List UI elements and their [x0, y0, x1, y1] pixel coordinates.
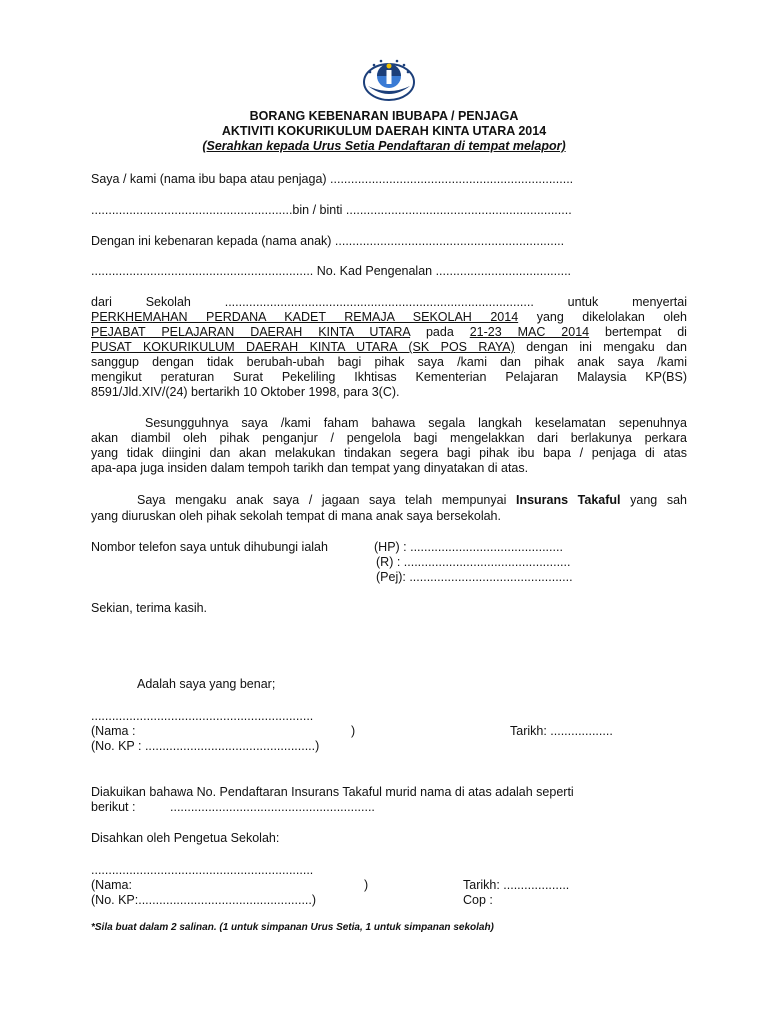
form-subtitle: AKTIVITI KOKURIKULUM DAERAH KINTA UTARA 2014	[221, 124, 547, 138]
parent-signature-line: ................................................................	[91, 709, 314, 723]
principal-date-field: Tarikh: ...................	[463, 878, 570, 892]
parent-name-close: )	[351, 724, 356, 738]
principal-approval-label: Disahkan oleh Pengetua Sekolah:	[91, 831, 280, 845]
insurance-line-2: yang diuruskan oleh pihak sekolah tempat di mana anak saya bersekolah.	[91, 509, 501, 523]
safety-line-3: yang tidak diingini dan akan melakukan tindakan segera bagi pihak ibu bapa / penjaga di atas	[91, 446, 687, 460]
principal-kp-field: (No. KP:..................................................)	[91, 893, 317, 907]
parent-kp-field: (No. KP : .................................................)	[91, 739, 320, 753]
principal-name-close: )	[364, 878, 369, 892]
department-logo-icon	[362, 56, 416, 102]
acknowledge-line-2-label: berikut :	[91, 800, 136, 814]
event-venue: PUSAT KOKURIKULUM DAERAH KINTA UTARA (SK POS RAYA)	[91, 340, 515, 354]
phone-hp-field: (HP) : ............................................	[374, 540, 563, 554]
parent-name-label: (Nama :	[91, 724, 136, 738]
event-date: 21-23 MAC 2014	[469, 325, 590, 339]
event-name: PERKHEMAHAN PERDANA KADET REMAJA SEKOLAH 2014	[91, 310, 519, 324]
phone-office-field: (Pej): ...............................................	[376, 570, 573, 584]
insurance-number-field: ...........................................................	[170, 800, 375, 814]
bin-binti-field: ..........................................................bin / binti .................................................................	[91, 203, 572, 217]
parent-name-field: Saya / kami (nama ibu bapa atau penjaga) ......................................................................	[91, 172, 574, 186]
consent-line-5: sanggup dengan tidak berubah-ubah bagi pihak saya /kami dan pihak anak saya /kami	[91, 355, 687, 369]
form-title: BORANG KEBENARAN IBUBAPA / PENJAGA	[249, 109, 519, 123]
safety-line-2: akan diambil oleh pihak penganjur / pengelola bagi mengelakkan dari berlakunya perkara	[91, 431, 687, 445]
signature-intro: Adalah saya yang benar;	[137, 677, 276, 691]
consent-line-4: PUSAT KOKURIKULUM DAERAH KINTA UTARA (SK POS RAYA) dengan ini mengaku dan	[91, 340, 687, 354]
safety-line-1: Sesungguhnya saya /kami faham bahawa segala langkah keselamatan sepenuhnya	[145, 416, 687, 430]
consent-line-2: PERKHEMAHAN PERDANA KADET REMAJA SEKOLAH 2014 yang dikelolakan oleh	[91, 310, 687, 324]
consent-line-6: mengikut peraturan Surat Pekeliling Ikhtisas Kementerian Pelajaran Malaysia KP(BS)	[91, 370, 687, 384]
principal-name-label: (Nama:	[91, 878, 132, 892]
consent-line-7: 8591/Jld.XIV/(24) bertarikh 10 Oktober 1998, para 3(C).	[91, 385, 400, 399]
acknowledge-line-1: Diakuikan bahawa No. Pendaftaran Insurans Takaful murid nama di atas adalah seperti	[91, 785, 574, 799]
consent-line-3: PEJABAT PELAJARAN DAERAH KINTA UTARA pada 21-23 MAC 2014 bertempat di	[91, 325, 687, 339]
organizer-name: PEJABAT PELAJARAN DAERAH KINTA UTARA	[91, 325, 411, 339]
phone-home-field: (R) : ................................................	[376, 555, 571, 569]
insurance-line-1: Saya mengaku anak saya / jagaan saya telah mempunyai Insurans Takaful yang sah	[137, 493, 687, 507]
child-name-field: Dengan ini kebenaran kepada (nama anak) ..................................................................	[91, 234, 565, 248]
phone-label: Nombor telefon saya untuk dihubungi ialah	[91, 540, 328, 554]
footnote: *Sila buat dalam 2 salinan. (1 untuk simpanan Urus Setia, 1 untuk simpanan sekolah)	[91, 922, 494, 933]
parent-date-field: Tarikh: ..................	[510, 724, 613, 738]
school-stamp-label: Cop :	[463, 893, 493, 907]
safety-line-4: apa-apa juga insiden dalam tempoh tarikh dan tempat yang dinyatakan di atas.	[91, 461, 529, 475]
principal-signature-line: ................................................................	[91, 863, 314, 877]
form-instruction: (Serahkan kepada Urus Setia Pendaftaran di tempat melapor)	[202, 139, 566, 153]
closing-text: Sekian, terima kasih.	[91, 601, 208, 615]
insurance-takaful-label: Insurans Takaful	[515, 493, 621, 507]
consent-line-1: dari Sekolah ......................................................................................... untuk menyertai	[91, 295, 687, 309]
kad-pengenalan-field: ................................................................ No. Kad Pengenalan .......................................	[91, 264, 572, 278]
